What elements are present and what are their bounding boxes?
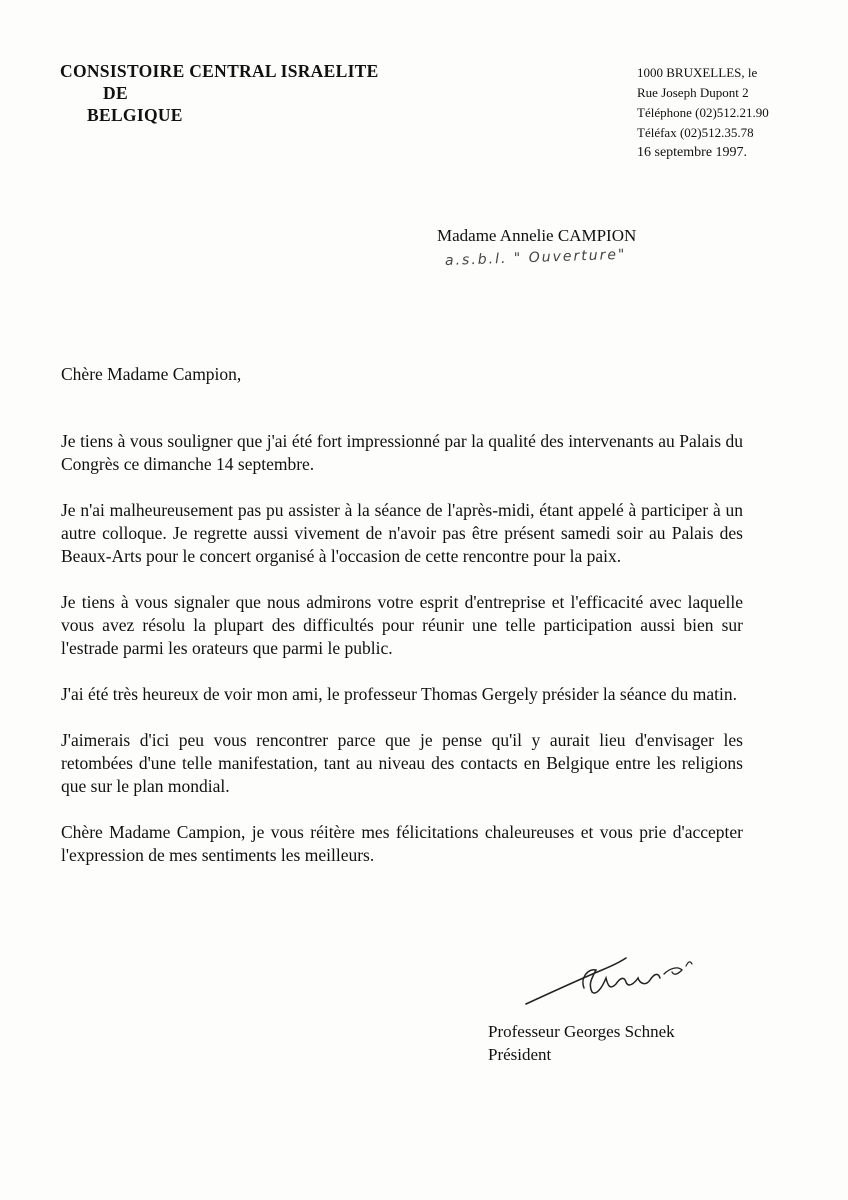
letterhead-organization bbox=[60, 60, 390, 126]
body-paragraph: Je tiens à vous souligner que j'ai été fort impressionné par la qualité des intervenants au Palais du Congrès ce dimanche 14 septembre. bbox=[61, 431, 743, 474]
letter-date: 16 septembre 1997. bbox=[637, 145, 748, 160]
body-paragraph: Je tiens à vous signaler que nous admirons votre esprit d'entreprise et l'efficacité avec laquelle vous avez résolu la plupart des difficultés pour réunir une telle participation aussi bien sur l'estrade parmi les orateurs que parmi le public. bbox=[61, 592, 743, 658]
handwritten-signature bbox=[522, 948, 697, 1010]
recipient-name: Madame Annelie CAMPION bbox=[437, 226, 637, 245]
address-city: 1000 BRUXELLES, le bbox=[637, 65, 758, 80]
letterhead-address bbox=[637, 63, 837, 163]
signatory-title: Président bbox=[488, 1045, 552, 1064]
address-fax: Téléfax (02)512.35.78 bbox=[637, 125, 754, 140]
signature-block bbox=[488, 1020, 675, 1066]
address-street: Rue Joseph Dupont 2 bbox=[637, 85, 749, 100]
salutation: Chère Madame Campion, bbox=[61, 364, 242, 384]
address-phone: Téléphone (02)512.21.90 bbox=[637, 105, 769, 120]
body-paragraph: Chère Madame Campion, je vous réitère mes félicitations chaleureuses et vous prie d'accepter l'expression de mes sentiments les meilleurs. bbox=[61, 822, 743, 865]
body-paragraph: J'aimerais d'ici peu vous rencontrer parce que je pense qu'il y aurait lieu d'envisager les retombées d'une telle manifestation, tant au niveau des contacts en Belgique entre les religions que sur le plan mondial. bbox=[61, 730, 743, 796]
letter-body bbox=[61, 363, 743, 890]
org-name-line: BELGIQUE bbox=[87, 105, 183, 125]
handwritten-note: a.s.b.l. " Ouverture" bbox=[444, 246, 627, 269]
body-paragraph: Je n'ai malheureusement pas pu assister à la séance de l'après-midi, étant appelé à participer à un autre colloque. Je regrette aussi vivement de n'avoir pas être présent samedi soir au Palais des Beaux-Arts pour le concert organisé à l'occasion de cette rencontre pour la paix. bbox=[61, 500, 743, 566]
body-paragraph: J'ai été très heureux de voir mon ami, le professeur Thomas Gergely présider la séance du matin. bbox=[61, 684, 738, 704]
signatory-name: Professeur Georges Schnek bbox=[488, 1022, 675, 1041]
org-name-line: CONSISTOIRE CENTRAL ISRAELITE bbox=[60, 61, 379, 81]
org-name-line: DE bbox=[103, 83, 128, 103]
